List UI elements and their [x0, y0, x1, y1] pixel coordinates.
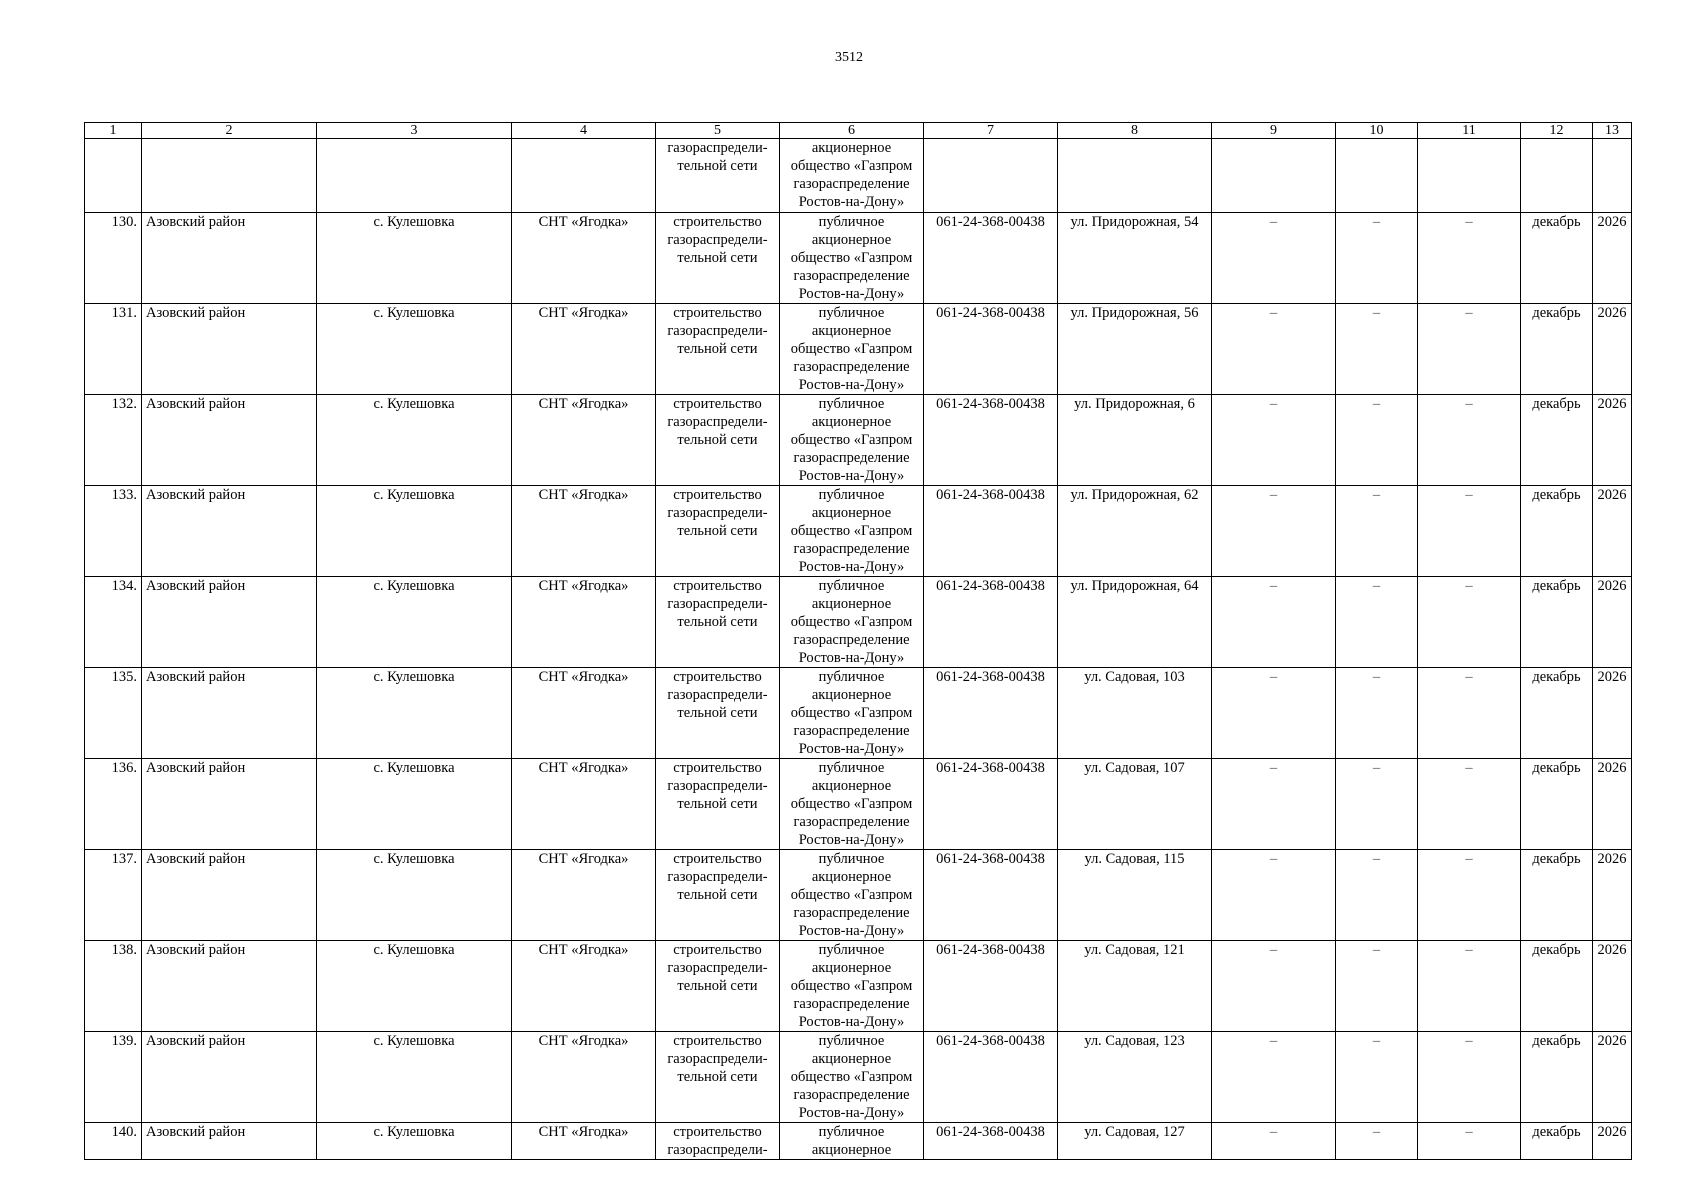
district-cell: Азовский район: [142, 941, 317, 1032]
column-number-row: [85, 123, 1632, 139]
work-type-cell: строительство газораспредели- тельной сети: [656, 759, 780, 850]
district-cell: Азовский район: [142, 668, 317, 759]
row-number-cell: 134.: [85, 577, 142, 668]
table-row: [85, 850, 1632, 941]
table-row: [85, 304, 1632, 395]
district-cell: Азовский район: [142, 850, 317, 941]
settlement-cell: с. Кулешовка: [317, 759, 512, 850]
organization-cell: публичное акционерное общество «Газпром газораспределение Ростов-на-Дону»: [780, 395, 924, 486]
code-cell: 061-24-368-00438: [924, 1123, 1058, 1160]
registry-table: [84, 122, 1632, 1160]
year-cell: 2026: [1593, 1123, 1632, 1160]
address-cell: ул. Придорожная, 6: [1058, 395, 1212, 486]
dash-cell: –: [1336, 850, 1418, 941]
column-number: 11: [1418, 123, 1521, 139]
column-number: 1: [85, 123, 142, 139]
organization-cell: публичное акционерное общество «Газпром газораспределение Ростов-на-Дону»: [780, 759, 924, 850]
dash-cell: –: [1418, 941, 1521, 1032]
address-cell: ул. Придорожная, 62: [1058, 486, 1212, 577]
dash-cell: –: [1212, 759, 1336, 850]
column-number: 2: [142, 123, 317, 139]
district-cell: Азовский район: [142, 486, 317, 577]
month-cell: декабрь: [1521, 1032, 1593, 1123]
month-cell: декабрь: [1521, 1123, 1593, 1160]
code-cell: 061-24-368-00438: [924, 213, 1058, 304]
dash-cell: –: [1212, 395, 1336, 486]
year-cell: 2026: [1593, 1032, 1632, 1123]
organization-cell: публичное акционерное общество «Газпром газораспределение Ростов-на-Дону»: [780, 304, 924, 395]
code-cell: 061-24-368-00438: [924, 668, 1058, 759]
dash-cell: –: [1418, 850, 1521, 941]
month-cell: декабрь: [1521, 486, 1593, 577]
work-type-cell: строительство газораспредели- тельной сети: [656, 213, 780, 304]
column-number: 5: [656, 123, 780, 139]
dash-cell: –: [1418, 1032, 1521, 1123]
work-type-cell: строительство газораспредели- тельной сети: [656, 304, 780, 395]
work-type-cell: газораспредели- тельной сети: [656, 139, 780, 213]
work-type-cell: строительство газораспредели- тельной сети: [656, 668, 780, 759]
table-row: [85, 1032, 1632, 1123]
year-cell: 2026: [1593, 304, 1632, 395]
code-cell: 061-24-368-00438: [924, 486, 1058, 577]
organization-cell: публичное акционерное общество «Газпром газораспределение Ростов-на-Дону»: [780, 213, 924, 304]
year-cell: 2026: [1593, 850, 1632, 941]
row-number-cell: 132.: [85, 395, 142, 486]
settlement-cell: с. Кулешовка: [317, 486, 512, 577]
dash-cell: –: [1212, 1123, 1336, 1160]
dash-cell: –: [1212, 941, 1336, 1032]
object-cell: СНТ «Ягодка»: [512, 486, 656, 577]
dash-cell: –: [1418, 304, 1521, 395]
work-type-cell: строительство газораспредели- тельной сети: [656, 395, 780, 486]
dash-cell: –: [1212, 304, 1336, 395]
table-row: [85, 759, 1632, 850]
month-cell: декабрь: [1521, 213, 1593, 304]
table-row: [85, 668, 1632, 759]
settlement-cell: с. Кулешовка: [317, 395, 512, 486]
row-number-cell: 137.: [85, 850, 142, 941]
code-cell: 061-24-368-00438: [924, 395, 1058, 486]
organization-cell: публичное акционерное: [780, 1123, 924, 1160]
continued-row: [85, 139, 1632, 213]
organization-cell: публичное акционерное общество «Газпром газораспределение Ростов-на-Дону»: [780, 577, 924, 668]
dash-cell: –: [1336, 759, 1418, 850]
row-number-cell: 140.: [85, 1123, 142, 1160]
object-cell: СНТ «Ягодка»: [512, 668, 656, 759]
address-cell: ул. Садовая, 121: [1058, 941, 1212, 1032]
dash-cell: –: [1336, 486, 1418, 577]
row-number-cell: 131.: [85, 304, 142, 395]
dash-cell: –: [1336, 1032, 1418, 1123]
work-type-cell: строительство газораспредели- тельной сети: [656, 850, 780, 941]
column-number: 3: [317, 123, 512, 139]
work-type-cell: строительство газораспредели-: [656, 1123, 780, 1160]
dash-cell: –: [1418, 395, 1521, 486]
year-cell: 2026: [1593, 941, 1632, 1032]
year-cell: 2026: [1593, 395, 1632, 486]
table-row: [85, 941, 1632, 1032]
column-number: 4: [512, 123, 656, 139]
row-number-cell: 130.: [85, 213, 142, 304]
dash-cell: –: [1336, 941, 1418, 1032]
district-cell: Азовский район: [142, 577, 317, 668]
work-type-cell: строительство газораспредели- тельной сети: [656, 577, 780, 668]
column-number: 7: [924, 123, 1058, 139]
column-number: 13: [1593, 123, 1632, 139]
code-cell: 061-24-368-00438: [924, 759, 1058, 850]
column-number: 10: [1336, 123, 1418, 139]
dash-cell: –: [1418, 577, 1521, 668]
row-number-cell: 138.: [85, 941, 142, 1032]
work-type-cell: строительство газораспредели- тельной сети: [656, 941, 780, 1032]
address-cell: ул. Придорожная, 56: [1058, 304, 1212, 395]
settlement-cell: с. Кулешовка: [317, 1032, 512, 1123]
settlement-cell: с. Кулешовка: [317, 577, 512, 668]
settlement-cell: с. Кулешовка: [317, 304, 512, 395]
row-number-cell: 133.: [85, 486, 142, 577]
object-cell: СНТ «Ягодка»: [512, 1123, 656, 1160]
object-cell: СНТ «Ягодка»: [512, 941, 656, 1032]
year-cell: 2026: [1593, 577, 1632, 668]
object-cell: СНТ «Ягодка»: [512, 395, 656, 486]
dash-cell: –: [1418, 486, 1521, 577]
year-cell: 2026: [1593, 486, 1632, 577]
organization-cell: акционерное общество «Газпром газораспределение Ростов-на-Дону»: [780, 139, 924, 213]
settlement-cell: с. Кулешовка: [317, 668, 512, 759]
code-cell: 061-24-368-00438: [924, 941, 1058, 1032]
month-cell: декабрь: [1521, 850, 1593, 941]
year-cell: 2026: [1593, 213, 1632, 304]
organization-cell: публичное акционерное общество «Газпром газораспределение Ростов-на-Дону»: [780, 668, 924, 759]
row-number-cell: 135.: [85, 668, 142, 759]
code-cell: 061-24-368-00438: [924, 304, 1058, 395]
settlement-cell: с. Кулешовка: [317, 213, 512, 304]
dash-cell: –: [1212, 577, 1336, 668]
table-row: [85, 1123, 1632, 1160]
month-cell: декабрь: [1521, 395, 1593, 486]
dash-cell: –: [1212, 668, 1336, 759]
settlement-cell: с. Кулешовка: [317, 1123, 512, 1160]
object-cell: СНТ «Ягодка»: [512, 213, 656, 304]
organization-cell: публичное акционерное общество «Газпром газораспределение Ростов-на-Дону»: [780, 850, 924, 941]
organization-cell: публичное акционерное общество «Газпром газораспределение Ростов-на-Дону»: [780, 941, 924, 1032]
month-cell: декабрь: [1521, 304, 1593, 395]
dash-cell: –: [1336, 577, 1418, 668]
month-cell: декабрь: [1521, 577, 1593, 668]
table-row: [85, 395, 1632, 486]
district-cell: Азовский район: [142, 213, 317, 304]
dash-cell: –: [1336, 304, 1418, 395]
object-cell: СНТ «Ягодка»: [512, 304, 656, 395]
year-cell: 2026: [1593, 759, 1632, 850]
dash-cell: –: [1336, 668, 1418, 759]
page-number: 3512: [835, 50, 863, 65]
object-cell: СНТ «Ягодка»: [512, 759, 656, 850]
address-cell: ул. Садовая, 103: [1058, 668, 1212, 759]
table-row: [85, 213, 1632, 304]
dash-cell: –: [1212, 486, 1336, 577]
district-cell: Азовский район: [142, 759, 317, 850]
dash-cell: –: [1336, 1123, 1418, 1160]
dash-cell: –: [1212, 850, 1336, 941]
table-row: [85, 577, 1632, 668]
dash-cell: –: [1418, 759, 1521, 850]
dash-cell: –: [1336, 213, 1418, 304]
settlement-cell: с. Кулешовка: [317, 941, 512, 1032]
organization-cell: публичное акционерное общество «Газпром газораспределение Ростов-на-Дону»: [780, 486, 924, 577]
address-cell: ул. Садовая, 123: [1058, 1032, 1212, 1123]
month-cell: декабрь: [1521, 941, 1593, 1032]
object-cell: СНТ «Ягодка»: [512, 577, 656, 668]
dash-cell: –: [1418, 1123, 1521, 1160]
dash-cell: –: [1212, 1032, 1336, 1123]
table-row: [85, 486, 1632, 577]
organization-cell: публичное акционерное общество «Газпром газораспределение Ростов-на-Дону»: [780, 1032, 924, 1123]
dash-cell: –: [1418, 213, 1521, 304]
month-cell: декабрь: [1521, 668, 1593, 759]
address-cell: ул. Садовая, 107: [1058, 759, 1212, 850]
district-cell: Азовский район: [142, 395, 317, 486]
code-cell: 061-24-368-00438: [924, 577, 1058, 668]
column-number: 8: [1058, 123, 1212, 139]
district-cell: Азовский район: [142, 1032, 317, 1123]
work-type-cell: строительство газораспредели- тельной сети: [656, 486, 780, 577]
code-cell: 061-24-368-00438: [924, 1032, 1058, 1123]
column-number: 6: [780, 123, 924, 139]
row-number-cell: 139.: [85, 1032, 142, 1123]
dash-cell: –: [1336, 395, 1418, 486]
address-cell: ул. Придорожная, 54: [1058, 213, 1212, 304]
row-number-cell: 136.: [85, 759, 142, 850]
table-body: [85, 123, 1632, 1160]
address-cell: ул. Придорожная, 64: [1058, 577, 1212, 668]
year-cell: 2026: [1593, 668, 1632, 759]
address-cell: ул. Садовая, 127: [1058, 1123, 1212, 1160]
district-cell: Азовский район: [142, 304, 317, 395]
object-cell: СНТ «Ягодка»: [512, 850, 656, 941]
settlement-cell: с. Кулешовка: [317, 850, 512, 941]
column-number: 9: [1212, 123, 1336, 139]
work-type-cell: строительство газораспредели- тельной сети: [656, 1032, 780, 1123]
address-cell: ул. Садовая, 115: [1058, 850, 1212, 941]
column-number: 12: [1521, 123, 1593, 139]
dash-cell: –: [1212, 213, 1336, 304]
dash-cell: –: [1418, 668, 1521, 759]
object-cell: СНТ «Ягодка»: [512, 1032, 656, 1123]
district-cell: Азовский район: [142, 1123, 317, 1160]
code-cell: 061-24-368-00438: [924, 850, 1058, 941]
month-cell: декабрь: [1521, 759, 1593, 850]
